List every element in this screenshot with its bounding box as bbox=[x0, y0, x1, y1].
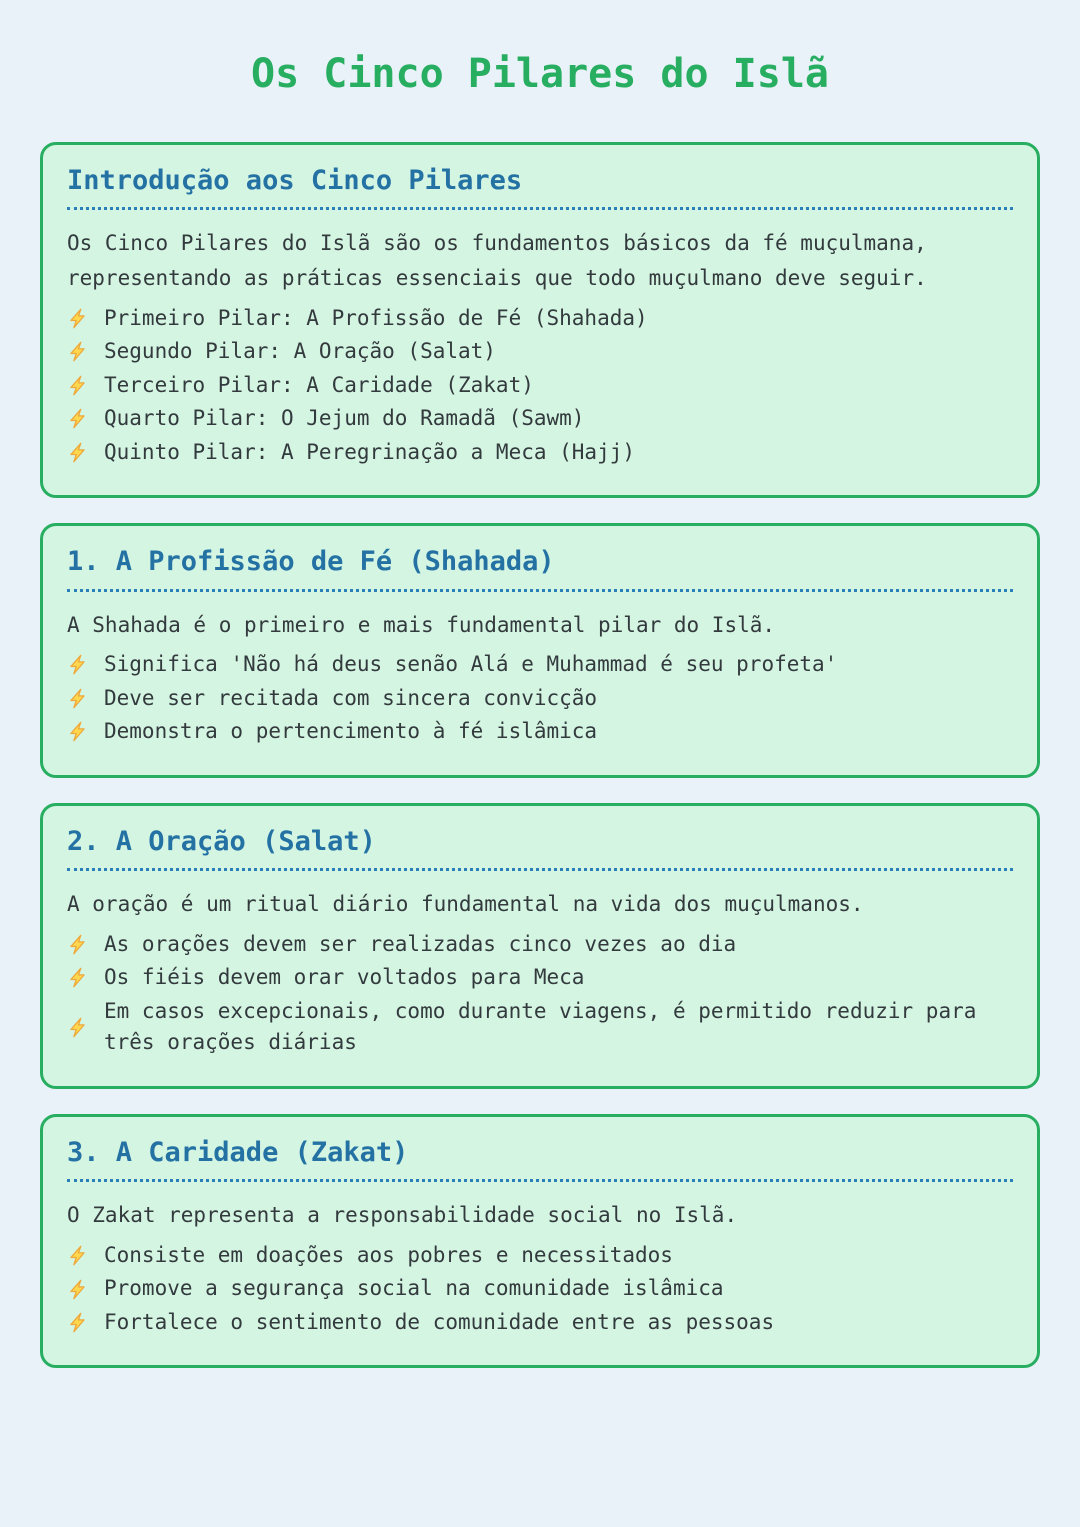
list-item bbox=[67, 437, 1013, 469]
lightning-bolt-icon bbox=[67, 372, 88, 399]
card-intro-text: Os Cinco Pilares do Islã são os fundamentos básicos da fé muçulmana, representando as práticas essenciais que todo muçulmano deve seguir. bbox=[67, 231, 927, 291]
lightning-bolt-icon bbox=[67, 439, 88, 466]
list-item bbox=[67, 336, 1013, 368]
bullet-list bbox=[67, 1240, 1013, 1339]
card-heading: 3. A Caridade (Zakat) bbox=[67, 1137, 1013, 1182]
lightning-bolt-icon bbox=[67, 1309, 88, 1336]
lightning-bolt-icon bbox=[67, 1242, 88, 1269]
lightning-bolt-icon bbox=[67, 405, 88, 432]
list-item-text: Os fiéis devem orar voltados para Meca bbox=[104, 965, 585, 990]
card-salat bbox=[40, 803, 1040, 1089]
bullet-list bbox=[67, 929, 1013, 1059]
list-item bbox=[67, 1273, 1013, 1305]
lightning-bolt-icon bbox=[67, 718, 88, 745]
card-heading: Introdução aos Cinco Pilares bbox=[67, 165, 1013, 210]
lightning-bolt-icon bbox=[67, 305, 88, 332]
card-heading: 2. A Oração (Salat) bbox=[67, 826, 1013, 871]
list-item bbox=[67, 303, 1013, 335]
list-item-text: Fortalece o sentimento de comunidade entre as pessoas bbox=[104, 1309, 775, 1334]
lightning-bolt-icon bbox=[67, 964, 88, 991]
list-item-text: Quinto Pilar: A Peregrinação a Meca (Hajj) bbox=[104, 439, 636, 464]
card-zakat bbox=[40, 1114, 1040, 1369]
list-item-text: Demonstra o pertencimento à fé islâmica bbox=[104, 719, 598, 744]
list-item-text: Promove a segurança social na comunidade islâmica bbox=[104, 1276, 724, 1301]
list-item-text: Quarto Pilar: O Jejum do Ramadã (Sawm) bbox=[104, 406, 585, 431]
card-intro-text: A oração é um ritual diário fundamental na vida dos muçulmanos. bbox=[67, 892, 864, 917]
card-shahada bbox=[40, 523, 1040, 778]
lightning-bolt-icon bbox=[67, 685, 88, 712]
list-item bbox=[67, 962, 1013, 994]
list-item-text: Consiste em doações aos pobres e necessitados bbox=[104, 1242, 673, 1267]
list-item bbox=[67, 1307, 1013, 1339]
list-item bbox=[67, 929, 1013, 961]
list-item-text: Segundo Pilar: A Oração (Salat) bbox=[104, 339, 496, 364]
list-item bbox=[67, 716, 1013, 748]
page-title: Os Cinco Pilares do Islã bbox=[251, 51, 829, 97]
list-item-text: Terceiro Pilar: A Caridade (Zakat) bbox=[104, 372, 534, 397]
lightning-bolt-icon bbox=[67, 1276, 88, 1303]
card-intro-text: A Shahada é o primeiro e mais fundamental pilar do Islã. bbox=[67, 612, 776, 637]
list-item bbox=[67, 403, 1013, 435]
lightning-bolt-icon bbox=[67, 651, 88, 678]
list-item-text: Em casos excepcionais, como durante viagens, é permitido reduzir para três orações diárias bbox=[104, 998, 977, 1055]
card-introducao bbox=[40, 142, 1040, 498]
list-item-text: Significa 'Não há deus senão Alá e Muhammad é seu profeta' bbox=[104, 652, 838, 677]
lightning-bolt-icon bbox=[67, 931, 88, 958]
list-item-text: Deve ser recitada com sincera convicção bbox=[104, 685, 598, 710]
list-item bbox=[67, 1240, 1013, 1272]
lightning-bolt-icon bbox=[67, 1014, 88, 1041]
lightning-bolt-icon bbox=[67, 338, 88, 365]
bullet-list bbox=[67, 649, 1013, 748]
list-item-text: Primeiro Pilar: A Profissão de Fé (Shahada) bbox=[104, 305, 648, 330]
bullet-list bbox=[67, 303, 1013, 469]
card-heading: 1. A Profissão de Fé (Shahada) bbox=[67, 546, 1013, 591]
list-item bbox=[67, 370, 1013, 402]
list-item-text: As orações devem ser realizadas cinco vezes ao dia bbox=[104, 931, 737, 956]
list-item bbox=[67, 649, 1013, 681]
list-item bbox=[67, 683, 1013, 715]
list-item bbox=[67, 996, 1013, 1059]
card-intro-text: O Zakat representa a responsabilidade social no Islã. bbox=[67, 1203, 738, 1228]
